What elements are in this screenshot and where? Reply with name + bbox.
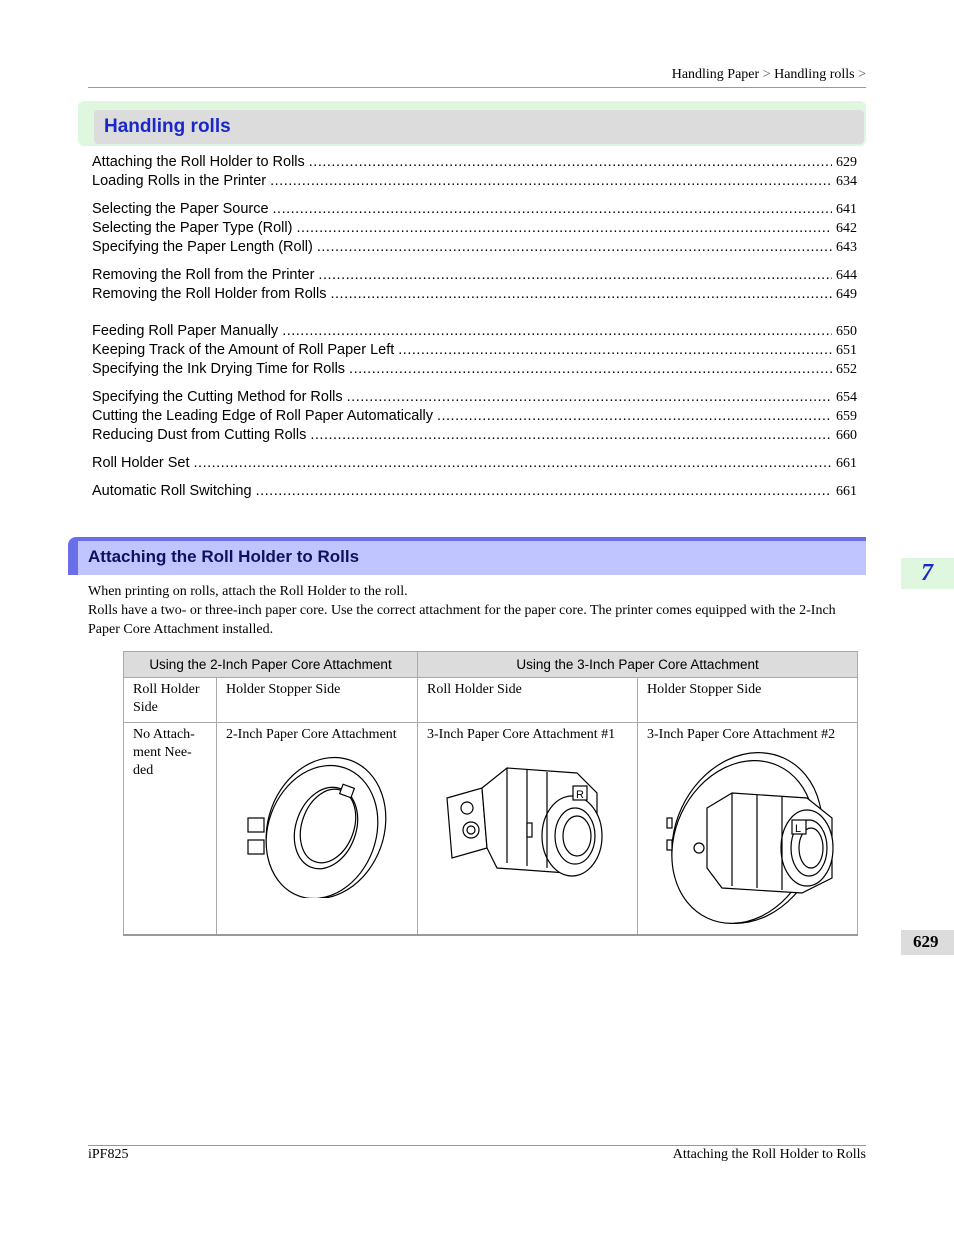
toc-entry-page[interactable]: 652 [836, 362, 857, 377]
breadcrumb-item[interactable]: Handling Paper [671, 67, 760, 82]
toc-entry-page[interactable]: 651 [836, 343, 857, 358]
cell-text: 2-Inch Paper Core Attachment [226, 727, 397, 742]
toc-group [92, 267, 857, 305]
header-rule [88, 87, 866, 88]
footer-section: Attaching the Roll Holder to Rolls [672, 1147, 866, 1162]
toc-entry[interactable] [92, 483, 857, 502]
table-cell: Holder Stopper Side [217, 678, 418, 723]
toc-leader-dots [270, 173, 832, 189]
cell-text: 3-Inch Paper Core Attachment #2 [647, 727, 836, 742]
table-cell: Roll Holder Side [418, 678, 638, 723]
toc-entry[interactable] [92, 408, 857, 427]
breadcrumb [672, 67, 866, 83]
breadcrumb-item[interactable]: Handling rolls [774, 67, 855, 82]
table-cell: Roll Holder Side [124, 678, 217, 723]
toc-entry-page[interactable]: 641 [836, 202, 857, 217]
toc-entry-label[interactable]: Specifying the Ink Drying Time for Rolls [92, 361, 346, 377]
toc-leader-dots [273, 201, 832, 217]
chapter-number: 7 [921, 560, 933, 586]
cell-text: No Attach-ment Nee-ded [133, 727, 195, 778]
toc-entry-label[interactable]: Cutting the Leading Edge of Roll Paper Automatically [92, 408, 433, 424]
page-number: 629 [913, 932, 939, 951]
chapter-tab[interactable] [901, 558, 954, 589]
toc-group [92, 455, 857, 474]
toc-leader-dots [256, 483, 832, 499]
toc-entry[interactable] [92, 286, 857, 305]
three-inch-attachment-2-illustration [647, 748, 847, 928]
toc-entry-page[interactable]: 650 [836, 324, 857, 339]
toc-leader-dots [310, 427, 832, 443]
toc-entry[interactable] [92, 342, 857, 361]
toc-entry-page[interactable]: 659 [836, 409, 857, 424]
footer-model: iPF825 [88, 1147, 129, 1162]
toc-entry-page[interactable]: 661 [836, 456, 857, 471]
two-inch-attachment-illustration [226, 748, 406, 898]
toc-entry[interactable] [92, 427, 857, 446]
toc-entry-page[interactable]: 642 [836, 221, 857, 236]
toc-entry-label[interactable]: Selecting the Paper Source [92, 201, 269, 217]
toc-entry-label[interactable]: Specifying the Paper Length (Roll) [92, 239, 313, 255]
core-paragraph: Rolls have a two- or three-inch paper core. Use the correct attachment for the paper core. The printer comes equipped with the 2-Inch Paper Core Attachment installed. [88, 603, 836, 637]
table-cell [638, 723, 858, 935]
toc-leader-dots [317, 239, 832, 255]
toc-group [92, 389, 857, 446]
breadcrumb-separator: > [762, 67, 771, 82]
table-header: Using the 2-Inch Paper Core Attachment [124, 652, 418, 678]
toc-group [92, 201, 857, 258]
cell-text: 3-Inch Paper Core Attachment #1 [427, 727, 616, 742]
toc-entry-label[interactable]: Keeping Track of the Amount of Roll Paper Left [92, 342, 395, 358]
toc-entry[interactable] [92, 239, 857, 258]
toc-group [92, 323, 857, 380]
toc-entry-label[interactable]: Loading Rolls in the Printer [92, 173, 267, 189]
toc-entry[interactable] [92, 173, 857, 192]
toc-entry-page[interactable]: 629 [836, 155, 857, 170]
toc-group [92, 483, 857, 502]
l-mark: L [795, 823, 802, 835]
toc-entry-label[interactable]: Attaching the Roll Holder to Rolls [92, 154, 305, 170]
table-cell [217, 723, 418, 935]
toc-leader-dots [437, 408, 832, 424]
table-of-contents [92, 154, 857, 511]
toc-entry-page[interactable]: 660 [836, 428, 857, 443]
toc-entry-page[interactable]: 644 [836, 268, 857, 283]
toc-leader-dots [349, 361, 832, 377]
table-cell [124, 723, 217, 935]
toc-entry-page[interactable]: 643 [836, 240, 857, 255]
table-header: Using the 3-Inch Paper Core Attachment [418, 652, 858, 678]
toc-entry[interactable] [92, 201, 857, 220]
toc-leader-dots [318, 267, 832, 283]
table-cell [418, 723, 638, 935]
toc-entry[interactable] [92, 323, 857, 342]
toc-leader-dots [398, 342, 832, 358]
toc-leader-dots [347, 389, 832, 405]
three-inch-attachment-1-illustration [427, 748, 627, 898]
toc-entry-label[interactable]: Roll Holder Set [92, 455, 190, 471]
section-title: Handling rolls [104, 116, 231, 137]
toc-entry-label[interactable]: Reducing Dust from Cutting Rolls [92, 427, 307, 443]
subsection-title: Attaching the Roll Holder to Rolls [88, 547, 360, 566]
section-heading-box [78, 101, 866, 146]
breadcrumb-separator: > [858, 67, 866, 82]
toc-entry-label[interactable]: Specifying the Cutting Method for Rolls [92, 389, 343, 405]
toc-leader-dots [309, 154, 832, 170]
toc-leader-dots [194, 455, 832, 471]
toc-entry-page[interactable]: 649 [836, 287, 857, 302]
r-mark: R [576, 789, 584, 801]
toc-entry[interactable] [92, 361, 857, 380]
toc-leader-dots [331, 286, 833, 302]
toc-entry-label[interactable]: Removing the Roll from the Printer [92, 267, 315, 283]
toc-entry-page[interactable]: 634 [836, 174, 857, 189]
toc-entry[interactable] [92, 389, 857, 408]
toc-entry[interactable] [92, 154, 857, 173]
toc-entry[interactable] [92, 220, 857, 239]
section-heading-inner [94, 110, 864, 144]
toc-entry-label[interactable]: Automatic Roll Switching [92, 483, 252, 499]
page-number-box [901, 930, 954, 955]
toc-leader-dots [282, 323, 832, 339]
toc-entry-page[interactable]: 661 [836, 484, 857, 499]
toc-entry[interactable] [92, 455, 857, 474]
toc-entry-page[interactable]: 654 [836, 390, 857, 405]
subsection-heading-inner [78, 541, 866, 575]
subsection-heading-box [68, 537, 866, 575]
intro-paragraph: When printing on rolls, attach the Roll Holder to the roll. [88, 584, 408, 599]
attachment-table [123, 651, 858, 936]
toc-entry-label[interactable]: Selecting the Paper Type (Roll) [92, 220, 293, 236]
toc-leader-dots [296, 220, 832, 236]
footer-rule [88, 1145, 866, 1146]
toc-entry[interactable] [92, 267, 857, 286]
toc-entry-label[interactable]: Removing the Roll Holder from Rolls [92, 286, 327, 302]
toc-group [92, 154, 857, 192]
toc-entry-label[interactable]: Feeding Roll Paper Manually [92, 323, 279, 339]
table-cell: Holder Stopper Side [638, 678, 858, 723]
